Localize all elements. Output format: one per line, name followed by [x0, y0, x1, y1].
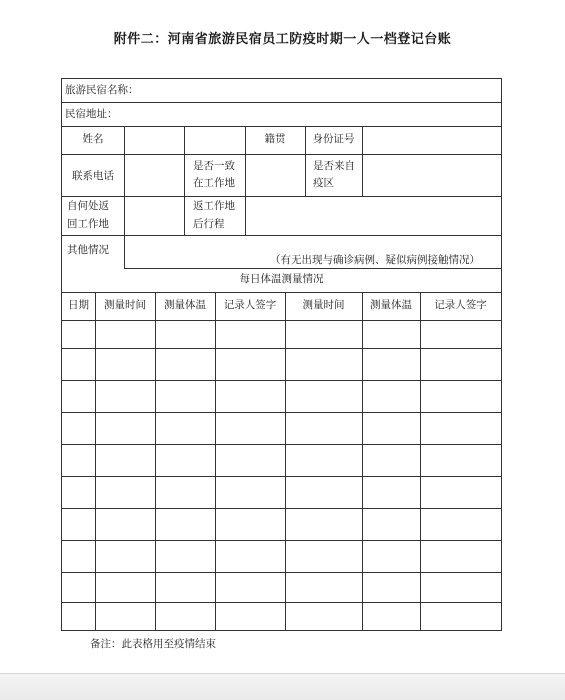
phone-label: 联系电话 [72, 170, 114, 182]
registration-form-table [61, 78, 502, 631]
col-divider [155, 292, 156, 630]
same-as-work-label-1: 是否一致 [193, 160, 235, 172]
return-from-label-1: 自何处返 [67, 200, 109, 212]
col-divider [124, 126, 125, 268]
native-place-label: 籍贯 [264, 133, 286, 145]
from-epidemic-label-1: 是否来自 [313, 160, 355, 172]
col-divider [362, 126, 363, 196]
name-label: 姓名 [82, 133, 104, 145]
col-header-time-2: 测量时间 [302, 299, 345, 311]
data-row-divider [62, 348, 501, 349]
data-row-divider [62, 444, 501, 445]
col-header-signer-2: 记录人签字 [434, 299, 487, 311]
same-as-work-label-2: 在工作地 [193, 177, 235, 189]
data-row-divider [62, 602, 501, 603]
col-divider [95, 292, 96, 630]
page-title: 附件二：河南省旅游民宿员工防疫时期一人一档登记台账 [113, 32, 452, 47]
homestay-name-label: 旅游民宿名称： [65, 84, 139, 96]
row-divider [62, 292, 501, 293]
col-divider [215, 292, 216, 630]
row-divider [62, 102, 501, 103]
row-divider [62, 154, 501, 155]
return-trip-label-1: 返工作地 [193, 200, 235, 212]
col-header-signer-1: 记录人签字 [223, 299, 277, 311]
col-divider [305, 154, 306, 196]
homestay-address-label: 民宿地址： [65, 108, 118, 120]
row-divider [124, 268, 501, 269]
col-divider [184, 126, 185, 235]
footnote: 备注：此表格用至疫情结束 [90, 638, 216, 650]
col-header-temp-1: 测量体温 [164, 299, 206, 311]
data-row-divider [62, 412, 501, 413]
col-divider [245, 196, 246, 235]
data-row-divider [62, 572, 501, 573]
id-number-label: 身份证号 [312, 133, 355, 145]
row-divider [62, 196, 501, 197]
data-row-divider [62, 508, 501, 509]
col-header-time-1: 测量时间 [104, 299, 146, 311]
col-header-date: 日期 [68, 299, 89, 311]
return-trip-label-2: 后行程 [193, 218, 225, 230]
from-epidemic-label-2: 疫区 [313, 177, 334, 189]
row-divider [62, 320, 501, 321]
data-row-divider [62, 476, 501, 477]
other-info-label: 其他情况 [67, 244, 109, 256]
col-divider [285, 292, 286, 630]
data-row-divider [62, 380, 501, 381]
row-divider [62, 126, 501, 127]
col-divider [362, 292, 363, 630]
data-row-divider [62, 540, 501, 541]
col-divider [420, 292, 421, 630]
col-header-temp-2: 测量体温 [370, 299, 412, 311]
page-bottom-edge [0, 673, 565, 700]
row-divider [62, 235, 501, 236]
return-from-label-2: 回工作地 [67, 218, 109, 230]
daily-temp-heading: 每日体温测量情况 [239, 273, 324, 285]
other-info-hint: （有无出现与确诊病例、疑似病例接触情况） [270, 254, 480, 266]
